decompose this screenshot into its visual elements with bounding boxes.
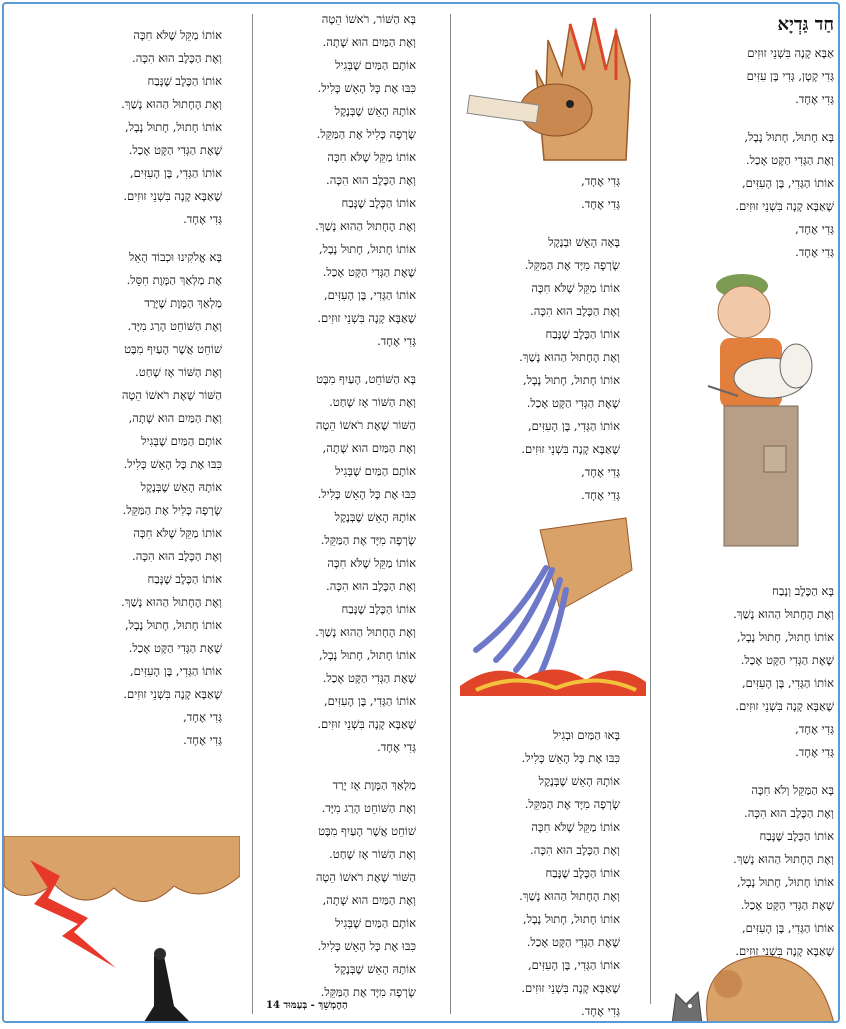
poem-line: וְאֶת הַשּׁוֹר אָז שָׁחַט.	[135, 365, 222, 379]
page-frame	[2, 2, 840, 1023]
poem-line: וְאֶת הֶחָתוּל הַהוּא נָשַׁךְ.	[733, 607, 834, 621]
poem-line: בָּאוּ הַמַּיִם וּבְגִיל	[553, 728, 620, 742]
poem-line: אוֹתוֹ מַקֵּל שֶׁלֹּא חִכָּה	[531, 281, 620, 295]
poem-line: גְּדִי אֶחָד,	[581, 465, 620, 479]
poem-line: בָּא הַמַּקֵּל וְלֹא חִכָּה	[751, 783, 834, 797]
poem-line: גְּדִי אֶחָד.	[183, 733, 222, 747]
poem-line: בָּא הַשּׁוֹר, רֹאשׁוֹ הֵטָה	[321, 12, 416, 26]
column-4	[32, 24, 222, 752]
poem-line: גְּדִי אֶחָד,	[795, 722, 834, 736]
poem-line: אוֹתוֹ הַכֶּלֶב שֶׁנָּבַח	[147, 74, 222, 88]
column-2	[440, 170, 620, 507]
poem-line: אוֹתוֹ חָתוּל, חָתוּל נָבָל,	[736, 630, 834, 644]
poem-line: וְאֶת הַמַּיִם הוּא שָׁתָה,	[322, 441, 416, 455]
poem-line: אוֹתוֹ חָתוּל, חָתוּל נָבָל,	[124, 618, 222, 632]
poem-line: שֶׁאַבָּא קָנָה בִּשְׁנֵי זוּזִים.	[521, 981, 620, 995]
poem-line: שֶׁאַבָּא קָנָה בִּשְׁנֵי זוּזִים.	[317, 311, 416, 325]
c3-stanza-a	[236, 8, 416, 353]
poem-line: וְאֶת הֶחָתוּל הַהוּא נָשַׁךְ.	[315, 219, 416, 233]
poem-line: אוֹתוֹ הַגְּדִי, בֶּן הָעִזִּים,	[129, 166, 222, 180]
poem-line: אוֹתָהּ הָאֵשׁ שֶׁבְּנֶקֶל	[334, 104, 416, 118]
c2-stanza-c	[440, 724, 620, 1023]
poem-line: אוֹתוֹ הַגְּדִי, בֶּן הָעִזִּים,	[323, 694, 416, 708]
poem-line: אוֹתָהּ הָאֵשׁ שֶׁבְּנֶקֶל	[140, 480, 222, 494]
poem-line: גְּדִי אֶחָד,	[183, 710, 222, 724]
poem-line: גְּדִי אֶחָד.	[183, 212, 222, 226]
c1-stanzas	[644, 42, 834, 264]
poem-line: אוֹתוֹ חָתוּל, חָתוּל נָבָל,	[736, 875, 834, 889]
poem-line: אוֹתוֹ הַגְּדִי, בֶּן הָעִזִּים,	[741, 676, 834, 690]
poem-line: אוֹתוֹ הַכֶּלֶב שֶׁנָּבַח	[341, 602, 416, 616]
poem-line: אוֹתָם הַמַּיִם שֶׁבְּגִיל	[335, 916, 416, 930]
poem-line: שֶׁאַבָּא קָנָה בִּשְׁנֵי זוּזִים.	[317, 717, 416, 731]
poem-line: וְאֶת הַמַּיִם הוּא שָׁתָה,	[128, 411, 222, 425]
poem-line: שָׂרְפָה מִיָּד אֶת הַמַּקֵּל.	[524, 797, 620, 811]
poem-line: אוֹתוֹ הַגְּדִי, בֶּן הָעִזִּים,	[741, 921, 834, 935]
c4-stanza-b	[32, 246, 222, 752]
poem-line: אוֹתוֹ הַגְּדִי, בֶּן הָעִזִּים,	[527, 958, 620, 972]
poem-line: אוֹתוֹ הַכֶּלֶב שֶׁנָּבַח	[759, 829, 834, 843]
poem-line: שֶׁאַבָּא קָנָה בִּשְׁנֵי זוּזִים.	[521, 442, 620, 456]
continued-note: הַהֶמְשֵׁךְ - בְּעַמּוּד 14	[266, 1000, 348, 1011]
poem-line: שֶׁאַבָּא קָנָה בִּשְׁנֵי זוּזִים.	[735, 699, 834, 713]
poem-line: אוֹתוֹ מַקֵּל שֶׁלֹּא חִכָּה	[531, 820, 620, 834]
poem-line: שֶׁאַבָּא קָנָה בִּשְׁנֵי זוּזִים.	[735, 944, 834, 958]
poem-line: אוֹתוֹ הַכֶּלֶב שֶׁנָּבַח	[147, 572, 222, 586]
poem-line: גְּדִי אֶחָד,	[795, 222, 834, 236]
stick-fire-illustration	[466, 10, 638, 170]
poem-line: וְאֶת הַכֶּלֶב הוּא הִכָּה.	[326, 173, 416, 187]
poem-line: אוֹתָהּ הָאֵשׁ שֶׁבְּנֶקֶל	[334, 510, 416, 524]
poem-line: וְאֶת הֶחָתוּל הַהוּא נָשַׁךְ.	[121, 97, 222, 111]
poem-line: וְאֶת הֶחָתוּל הַהוּא נָשַׁךְ.	[519, 889, 620, 903]
poem-line: גְּדִי אֶחָד.	[795, 745, 834, 759]
column-3	[236, 8, 416, 1004]
poem-line: שָׂרְפָה כָּלִיל אֶת הַמַּקֵּל.	[122, 503, 222, 517]
poem-line: כִּבּוּ אֶת כָּל הָאֵשׁ כָּלִיל.	[317, 487, 416, 501]
poem-line: אוֹתָהּ הָאֵשׁ שֶׁבְּנֶקֶל	[334, 962, 416, 976]
poem-line: וְאֶת הַכֶּלֶב הוּא הִכָּה.	[132, 51, 222, 65]
c4-stanza-a	[32, 24, 222, 231]
poem-line: אוֹתוֹ הַכֶּלֶב שֶׁנָּבַח	[545, 866, 620, 880]
poem-line: בָּא אֱלֹקִינוּ וּכְבוֹד הָאֵל	[128, 250, 222, 264]
poem-line: אוֹתוֹ הַגְּדִי, בֶּן הָעִזִּים,	[527, 419, 620, 433]
lightning-angel-illustration	[4, 836, 240, 1023]
column-divider	[252, 14, 253, 1014]
poem-line: גְּדִי אֶחָד.	[377, 334, 416, 348]
cat-dog-illustration	[668, 944, 838, 1023]
poem-line: אוֹתוֹ הַכֶּלֶב שֶׁנָּבַח	[545, 327, 620, 341]
poem-line: אוֹתוֹ חָתוּל, חָתוּל נָבָל,	[522, 373, 620, 387]
poem-line: כִּבּוּ אֶת כָּל הָאֵשׁ כָּלִיל.	[521, 751, 620, 765]
poem-line: שׁוֹחֵט אֲשֶׁר הָעַיִף מִבֶּט	[124, 342, 222, 356]
poem-line: בָּא חָתוּל, חָתוּל נָבָל,	[744, 130, 834, 144]
poem-line: אוֹתוֹ הַגְּדִי, בֶּן הָעִזִּים,	[741, 176, 834, 190]
poem-line: שֶׁאַבָּא קָנָה בִּשְׁנֵי זוּזִים.	[123, 687, 222, 701]
poem-line: אוֹתוֹ חָתוּל, חָתוּל נָבָל,	[318, 242, 416, 256]
poem-line: שֶׁאֶת הַגְּדִי הַקָּט אָכַל.	[740, 898, 834, 912]
poem-line: אֶת מַלְאַךְ הַמָּוֶת חִסֵּל.	[126, 273, 222, 287]
poem-line: הַשּׁוֹר שֶׁאֶת רֹאשׁוֹ הֵטָה	[315, 418, 416, 432]
poem-line: אוֹתוֹ מַקֵּל שֶׁלֹּא חִכָּה	[327, 556, 416, 570]
poem-line: בָּא הַכֶּלֶב וְנָבַח	[772, 584, 834, 598]
poem-line: וְאֶת הַכֶּלֶב הוּא הִכָּה.	[132, 549, 222, 563]
poem-line: הַשּׁוֹר שֶׁאֶת רֹאשׁוֹ הֵטָה	[121, 388, 222, 402]
poem-line: וְאֶת הַכֶּלֶב הוּא הִכָּה.	[744, 806, 834, 820]
poem-line: וְאֶת הֶחָתוּל הַהוּא נָשַׁךְ.	[315, 625, 416, 639]
poem-line: אוֹתָהּ הָאֵשׁ שֶׁבְּנֶקֶל	[538, 774, 620, 788]
poem-line: כִּבּוּ אֶת כָּל הָאֵשׁ כָּלִיל.	[317, 81, 416, 95]
water-on-fire-illustration	[456, 510, 648, 706]
poem-line: שֶׁאֶת הַגְּדִי הַקָּט אָכַל.	[740, 653, 834, 667]
poem-line: שֶׁאֶת הַגְּדִי הַקָּט אָכַל.	[128, 641, 222, 655]
poem-line: אוֹתָם הַמַּיִם שֶׁבְּגִיל	[335, 58, 416, 72]
poem-line: גְּדִי אֶחָד.	[795, 245, 834, 259]
poem-line: שָׂרְפָה כָּלִיל אֶת הַמַּקֵּל.	[316, 127, 416, 141]
poem-line: אוֹתָם הַמַּיִם שֶׁבְּגִיל	[141, 434, 222, 448]
poem-line: וְאֶת הֶחָתוּל הַהוּא נָשַׁךְ.	[733, 852, 834, 866]
poem-line: אוֹתוֹ חָתוּל, חָתוּל נָבָל,	[318, 648, 416, 662]
poem-line: אוֹתוֹ הַגְּדִי, בֶּן הָעִזִּים,	[323, 288, 416, 302]
column-2-lower	[440, 724, 620, 1023]
poem-line: שֶׁאַבָּא קָנָה בִּשְׁנֵי זוּזִים.	[735, 199, 834, 213]
poem-line: בָּא הַשּׁוֹחֵט, הָעַיִף מִבֶּט	[316, 372, 416, 386]
man-holding-goat-illustration	[698, 266, 822, 556]
poem-line: גְּדִי קָטָן, גְּדִי בֶּן עִזִּים	[746, 69, 834, 83]
poem-line: אוֹתוֹ הַגְּדִי, בֶּן הָעִזִּים,	[129, 664, 222, 678]
poem-line: וְאֶת הַמַּיִם הוּא שָׁתָה.	[322, 35, 416, 49]
poem-line: גְּדִי אֶחָד.	[795, 92, 834, 106]
poem-line: גְּדִי אֶחָד.	[581, 488, 620, 502]
poem-line: שָׂרְפָה מִיָּד אֶת הַמַּקֵּל.	[320, 533, 416, 547]
poem-line: אוֹתוֹ חָתוּל, חָתוּל נָבָל,	[124, 120, 222, 134]
poem-line: וְאֶת הֶחָתוּל הַהוּא נָשַׁךְ.	[121, 595, 222, 609]
poem-line: שֶׁאֶת הַגְּדִי הַקָּט אָכַל.	[322, 265, 416, 279]
poem-line: גְּדִי אֶחָד.	[377, 740, 416, 754]
poem-line: אַבָּא קָנָה בִּשְׁנֵי זוּזִים	[747, 46, 834, 60]
poem-line: וְאֶת הַשּׁוֹר אָז שָׁחַט.	[329, 847, 416, 861]
c3-stanza-c	[236, 774, 416, 1004]
c2-stanza-b	[440, 231, 620, 507]
poem-line: מַלְאַךְ הַמָּוֶת שֶׁיָּרַד	[144, 296, 222, 310]
poem-line: וְאֶת הַשּׁוֹר אָז שָׁחַט.	[329, 395, 416, 409]
c2-top-stanza	[440, 170, 620, 216]
poem-line: וְאֶת הַכֶּלֶב הוּא הִכָּה.	[530, 304, 620, 318]
poem-line: הַשּׁוֹר שֶׁאֶת רֹאשׁוֹ הֵטָה	[315, 870, 416, 884]
poem-line: שֶׁאֶת הַגְּדִי הַקָּט אָכַל.	[526, 935, 620, 949]
column-divider	[450, 14, 451, 1014]
poem-line: וְאֶת הַגְּדִי הַקָּט אָכַל.	[745, 153, 834, 167]
poem-line: שָׂרְפָה מִיָּד אֶת הַמַּקֵּל.	[320, 985, 416, 999]
column-1-lower	[644, 580, 834, 963]
poem-line: כִּבּוּ אֶת כָּל הָאֵשׁ כָּלִיל.	[317, 939, 416, 953]
poem-line: גְּדִי אֶחָד.	[581, 197, 620, 211]
column-divider	[650, 14, 651, 1004]
poem-line: וְאֶת הֶחָתוּל הַהוּא נָשַׁךְ.	[519, 350, 620, 364]
poem-line: כִּבּוּ אֶת כָּל הָאֵשׁ כָּלִיל.	[123, 457, 222, 471]
poem-title: חַד גַּדְיָא	[777, 14, 834, 35]
c1-lower-stanzas	[644, 580, 834, 963]
poem-line: שֶׁאֶת הַגְּדִי הַקָּט אָכַל.	[322, 671, 416, 685]
poem-line: אוֹתוֹ חָתוּל, חָתוּל נָבָל,	[522, 912, 620, 926]
poem-line: שָׂרְפָה מִיָּד אֶת הַמַּקֵּל.	[524, 258, 620, 272]
poem-line: אוֹתוֹ הַכֶּלֶב שֶׁנָּבַח	[341, 196, 416, 210]
poem-line: שֶׁאַבָּא קָנָה בִּשְׁנֵי זוּזִים.	[123, 189, 222, 203]
poem-line: אוֹתוֹ מַקֵּל שֶׁלֹּא חִכָּה	[327, 150, 416, 164]
poem-line: וְאֶת הַכֶּלֶב הוּא הִכָּה.	[530, 843, 620, 857]
poem-line: מַלְאַךְ הַמָּוֶת אָז יָרַד	[332, 778, 416, 792]
poem-line: בָּאָה הָאֵשׁ וּבְנֶקֶל	[548, 235, 620, 249]
poem-line: שׁוֹחֵט אֲשֶׁר הָעַיִף מִבֶּט	[318, 824, 416, 838]
poem-line: אוֹתָם הַמַּיִם שֶׁבְּגִיל	[335, 464, 416, 478]
poem-line: שֶׁאֶת הַגְּדִי הַקָּט אָכַל.	[526, 396, 620, 410]
column-1	[644, 8, 834, 264]
poem-line: גְּדִי אֶחָד,	[581, 174, 620, 188]
poem-line: גְּדִי אֶחָד.	[581, 1004, 620, 1018]
poem-line: וְאֶת הַשּׁוֹחֵט הָרַג מִיָּד.	[321, 801, 416, 815]
poem-line: אוֹתוֹ מַקֵּל שֶׁלֹּא חִכָּה	[133, 28, 222, 42]
c3-stanza-b	[236, 368, 416, 759]
poem-line: וְאֶת הַשּׁוֹחֵט הָרַג מִיָּד.	[127, 319, 222, 333]
poem-line: שֶׁאֶת הַגְּדִי הַקָּט אָכַל.	[128, 143, 222, 157]
poem-line: וְאֶת הַכֶּלֶב הוּא הִכָּה.	[326, 579, 416, 593]
poem-line: אוֹתוֹ מַקֵּל שֶׁלֹּא חִכָּה	[133, 526, 222, 540]
poem-line: וְאֶת הַמַּיִם הוּא שָׁתָה,	[322, 893, 416, 907]
